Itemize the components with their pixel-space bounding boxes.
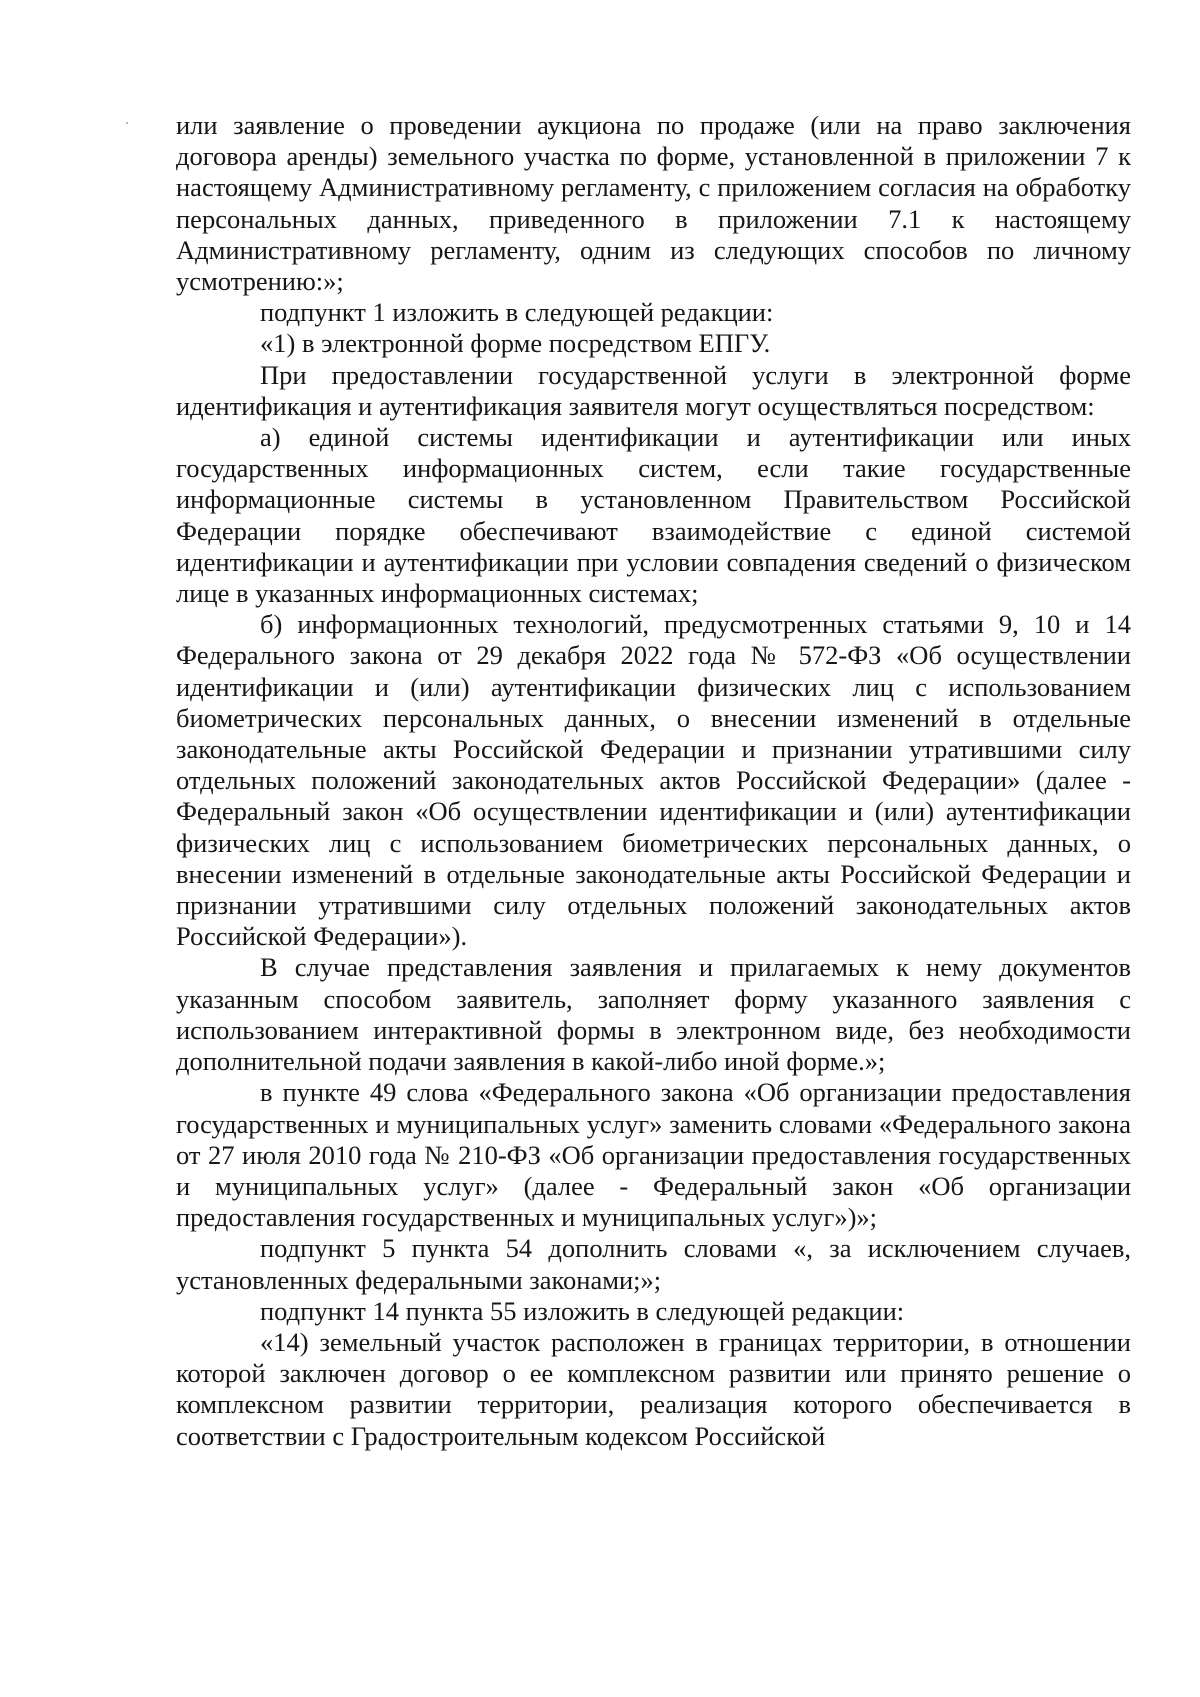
paragraph-point-55-instruction: подпункт 14 пункта 55 изложить в следующей редакции:: [260, 1295, 905, 1326]
paragraph-submission-case: В случае представления заявления и прилагаемых к нему документов указанным способом заявитель, заполняет форму указанного заявления с использованием интерактивной формы в электронном виде, без необходимости дополнительной подачи заявления в какой-либо иной форме.»;: [176, 952, 1131, 1077]
scan-speck: [126, 122, 128, 124]
document-body: [176, 110, 1131, 1452]
paragraph-subpoint-1-instruction: подпункт 1 изложить в следующей редакции:: [260, 297, 774, 328]
paragraph-item-b: б) информационных технологий, предусмотренных статьями 9, 10 и 14 Федерального закона от 29 декабря 2022 года № 572-ФЗ «Об осуществлении идентификации и (или) аутентификации физических лиц с использованием биометрических персональных данных, о внесении изменений в отдельные законодательные акты Российской Федерации и признании утратившими силу отдельных положений законодательных актов Российской Федерации» (далее - Федеральный закон «Об осуществлении идентификации и (или) аутентификации физических лиц с использованием биометрических персональных данных, о внесении изменений в отдельные законодательные акты Российской Федерации и признании утратившими силу отдельных положений законодательных актов Российской Федерации»).: [176, 609, 1131, 952]
paragraph-point-54: подпункт 5 пункта 54 дополнить словами «, за исключением случаев, установленных федеральными законами;»;: [176, 1233, 1131, 1295]
paragraph-subpoint-14-text: «14) земельный участок расположен в границах территории, в отношении которой заключен договор о ее комплексном развитии или принято решение о комплексном развитии территории, реализация которого обеспечивается в соответствии с Градостроительным кодексом Российской: [176, 1326, 1131, 1451]
paragraph-continuation: или заявление о проведении аукциона по продаже (или на право заключения договора аренды) земельного участка по форме, установленной в приложении 7 к настоящему Административному регламенту, с приложением согласия на обработку персональных данных, приведенного в приложении 7.1 к настоящему Административному регламенту, одним из следующих способов по личному усмотрению:»;: [176, 110, 1131, 297]
paragraph-subpoint-1-text: «1) в электронной форме посредством ЕПГУ.: [260, 328, 771, 359]
paragraph-item-a: а) единой системы идентификации и аутентификации или иных государственных информационных систем, если такие государственные информационные системы в установленном Правительством Российской Федерации порядке обеспечивают взаимодействие с единой системой идентификации и аутентификации при условии совпадения сведений о физическом лице в указанных информационных системах;: [176, 422, 1131, 609]
paragraph-identification-intro: При предоставлении государственной услуги в электронной форме идентификация и аутентификация заявителя могут осуществляться посредством:: [176, 359, 1131, 421]
paragraph-point-49: в пункте 49 слова «Федерального закона «Об организации предоставления государственных и муниципальных услуг» заменить словами «Федерального закона от 27 июля 2010 года № 210-ФЗ «Об организации предоставления государственных и муниципальных услуг» (далее - Федеральный закон «Об организации предоставления государственных и муниципальных услуг»)»;: [176, 1077, 1131, 1233]
